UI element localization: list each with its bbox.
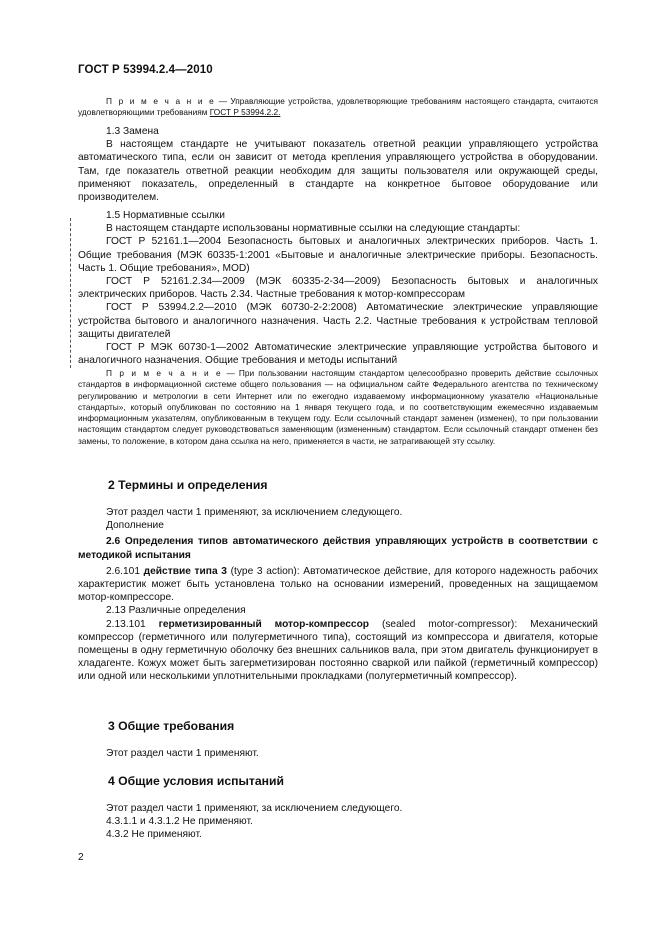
section-2-addition: Дополнение — [106, 520, 164, 532]
definition-2-6-101 — [78, 565, 598, 605]
note-2-label: П р и м е ч а н и е — [106, 368, 223, 378]
section-4-intro: Этот раздел части 1 применяют, за исключением следующего. — [106, 803, 403, 814]
note-1-link: ГОСТ Р 53994.2.2. — [209, 107, 281, 118]
section-3-title: 3 Общие требования — [108, 719, 235, 733]
change-bar — [70, 218, 71, 368]
definition-2-13-101 — [78, 618, 598, 684]
normative-ref: ГОСТ Р 52161.2.34—2009 (МЭК 60335-2-34—2009) Безопасность бытовых и аналогичных электрических приборов. Часть 2.34. Частные требования к мотор-компрессорам — [78, 276, 598, 301]
note-2 — [78, 368, 598, 447]
section-3-body — [78, 747, 598, 760]
section-1-5 — [78, 209, 598, 367]
definition-2-6-101-number: 2.6.101 — [106, 565, 144, 577]
subsection-2-13-heading: 2.13 Различные определения — [106, 605, 246, 617]
section-1-3-heading: 1.3 Замена — [106, 126, 159, 137]
page-header-standard-id: ГОСТ Р 53994.2.4—2010 — [78, 64, 213, 76]
section-1-5-intro: В настоящем стандарте использованы нормативные ссылки на следующие стандарты: — [106, 223, 521, 235]
section-2-body — [78, 506, 598, 684]
section-1-5-heading: 1.5 Нормативные ссылки — [106, 210, 225, 221]
note-1-body: — Управляющие устройства, удовлетворяющие требованиям настоящего стандарта, считаются удовлетворяющими требованиям — [78, 96, 598, 118]
section-1-3 — [78, 125, 598, 204]
section-4-clause-4-3-1: 4.3.1.1 и 4.3.1.2 Не применяют. — [106, 816, 253, 828]
note-2-body: — При пользовании настоящим стандартом целесообразно проверить действие ссылочных стандартов в информационной системе общего пользования — на официальном сайте Федерального агентства по техническому регулированию и метрологии в сети Интернет или по ежегодно издаваемому информационному указателю «Национальные стандарты», который опубликован по состоянию на 1 января текущего года, и по соответствующим ежемесячно издаваемым информационным указателям, опубликованным в текущем году. Если ссылочный стандарт заменен (изменен), то при пользовании настоящим стандартом следует руководствоваться заменяющим (измененным) стандартом. Если ссылочный стандарт отменен без замены, то положение, в котором дана ссылка на него, применяется в части, не затрагивающей эту ссылку. — [78, 368, 598, 446]
definition-2-6-101-term: действие типа 3 — [143, 565, 227, 577]
subsection-2-6-heading: 2.6 Определения типов автоматического действия управляющих устройств в соответствии с методикой испытания — [78, 536, 598, 561]
normative-ref: ГОСТ Р 53994.2.2—2010 (МЭК 60730-2-2:2008) Автоматические электрические управляющие устройства бытового и аналогичного назначения. Часть 2.2. Частные требования к устройствам тепловой защиты двигателей — [78, 302, 598, 340]
definition-2-13-101-number: 2.13.101 — [106, 618, 159, 630]
definition-2-13-101-term: герметизированный мотор-компрессор — [158, 618, 370, 630]
note-2-text — [78, 368, 598, 447]
note-1 — [78, 96, 598, 119]
note-1-text — [78, 96, 598, 119]
definition-2-6-101-text: (type 3 action): Автоматическое действие, для которого надежность рабочих характеристик может быть установлена только на основании измерений, проведенных на защищаемом мотор-компрессоре. — [78, 565, 598, 604]
normative-ref: ГОСТ Р МЭК 60730-1—2002 Автоматические электрические управляющие устройства бытового и аналогичного назначения. Общие требования и методы испытаний — [78, 342, 598, 367]
normative-ref: ГОСТ Р 52161.1—2004 Безопасность бытовых и аналогичных электрических приборов. Часть 1. Общие требования (МЭК 60335-1:2001 «Бытовые и аналогичные электрические приборы. Безопасность. Часть 1. Общие требования», MOD) — [78, 236, 598, 274]
section-3-text: Этот раздел части 1 применяют. — [106, 748, 259, 759]
section-2-title: 2 Термины и определения — [108, 478, 268, 492]
section-2-intro: Этот раздел части 1 применяют, за исключением следующего. — [106, 507, 403, 518]
section-1-3-text: В настоящем стандарте не учитывают показатель ответной реакции управляющего устройства автоматического типа, если он зависит от метода крепления управляющего устройства в оборудовании. Там, где показатель ответной реакции необходим для защиты пользователя или окружающей среды, применяют показатель, определенный в стандарте на конкретное бытовое оборудование или производителем. — [78, 139, 598, 204]
section-4-body — [78, 802, 598, 842]
page-number: 2 — [78, 852, 84, 863]
definition-2-13-101-text: (sealed motor-compressor): Механический компрессор (герметичного или полугерметичного типа), состоящий из компрессора и двигателя, которые помещены в одну герметичную оболочку без внешних сальников вала, при этом двигатель функционирует в хладагенте. Кожух может быть загерметизирован постоянно сваркой или пайкой (герметичный компрессор) или одной или несколькими уплотнительными прокладками (полугерметичный компрессор). — [78, 618, 598, 683]
section-4-clause-4-3-2: 4.3.2 Не применяют. — [106, 829, 202, 841]
note-1-label: П р и м е ч а н и е — [106, 96, 216, 106]
section-4-title: 4 Общие условия испытаний — [108, 774, 285, 788]
